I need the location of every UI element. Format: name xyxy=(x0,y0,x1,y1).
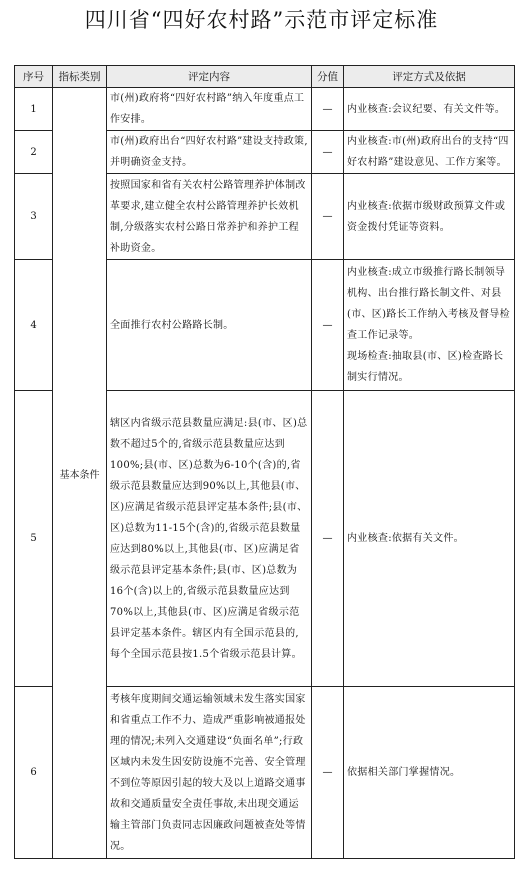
row-score: — xyxy=(312,174,344,260)
method-line: 内业核查:依据有关文件。 xyxy=(347,533,464,544)
row-content: 市(州)政府出台“四好农村路”建设支持政策,并明确资金支持。 xyxy=(107,131,312,174)
row-no: 6 xyxy=(15,687,53,859)
row-method xyxy=(344,687,515,859)
row-score: — xyxy=(312,260,344,391)
row-content: 市(州)政府将“四好农村路”纳入年度重点工作安排。 xyxy=(107,88,312,131)
category-cell: 基本条件 xyxy=(53,88,107,859)
row-score: — xyxy=(312,391,344,687)
header-score: 分值 xyxy=(312,66,344,88)
table-row xyxy=(15,88,515,131)
method-line: 依据相关部门掌握情况。 xyxy=(347,767,461,778)
method-line: 内业核查:依据市级财政预算文件或资金拨付凭证等资料。 xyxy=(347,200,506,233)
row-no: 5 xyxy=(15,391,53,687)
row-method xyxy=(344,131,515,174)
row-method xyxy=(344,88,515,131)
row-no: 2 xyxy=(15,131,53,174)
row-method xyxy=(344,260,515,391)
row-no: 1 xyxy=(15,88,53,131)
row-score: — xyxy=(312,687,344,859)
row-content: 考核年度期间交通运输领域未发生落实国家和省重点工作不力、造成严重影响被通报处理的情况;未列入交通建设“负面名单”;行政区域内未发生因安防设施不完善、安全管理不到位等原因引起的较大及以上道路交通事故和交通质量安全责任事故,未出现交通运输主管部门负责同志因廉政问题被查处等情况。 xyxy=(107,687,312,859)
header-content: 评定内容 xyxy=(107,66,312,88)
row-content: 辖区内省级示范县数量应满足:县(市、区)总数不超过5个的,省级示范县数量应达到100%;县(市、区)总数为6-10个(含)的,省级示范县数量应达到90%以上,其他县(市、区)应满足省级示范县评定基本条件;县(市、区)总数为11-15个(含)的,省级示范县数量应达到80%以上,其他县(市、区)应满足省级示范县评定基本条件;县(市、区)总数为16个(含)以上的,省级示范县数量应达到70%以上,其他县(市、区)应满足省级示范县评定基本条件。辖区内有全国示范县的,每个全国示范县按1.5个省级示范县计算。 xyxy=(107,391,312,687)
row-content: 全面推行农村公路路长制。 xyxy=(107,260,312,391)
row-score: — xyxy=(312,88,344,131)
row-no: 3 xyxy=(15,174,53,260)
table-header-row xyxy=(15,66,515,88)
header-method: 评定方式及依据 xyxy=(344,66,515,88)
row-score: — xyxy=(312,131,344,174)
method-line: 内业核查:市(州)政府出台的支持“四好农村路”建设意见、工作方案等。 xyxy=(347,136,509,168)
document-title: 四川省“四好农村路”示范市评定标准 xyxy=(84,8,439,32)
row-content: 按照国家和省有关农村公路管理养护体制改革要求,建立健全农村公路管理养护长效机制,分级落实农村公路日常养护和养护工程补助资金。 xyxy=(107,174,312,260)
row-method xyxy=(344,391,515,687)
header-category: 指标类别 xyxy=(53,66,107,88)
row-method xyxy=(344,174,515,260)
method-line: 现场检查:抽取县(市、区)检查路长制实行情况。 xyxy=(347,351,504,383)
criteria-table xyxy=(14,65,515,859)
method-line: 内业核查:会议纪要、有关文件等。 xyxy=(347,103,506,115)
row-no: 4 xyxy=(15,260,53,391)
method-line: 内业核查:成立市级推行路长制领导机构、出台推行路长制文件、对县(市、区)路长工作纳入考核及督导检查工作记录等。 xyxy=(347,267,510,341)
header-no: 序号 xyxy=(15,66,53,88)
